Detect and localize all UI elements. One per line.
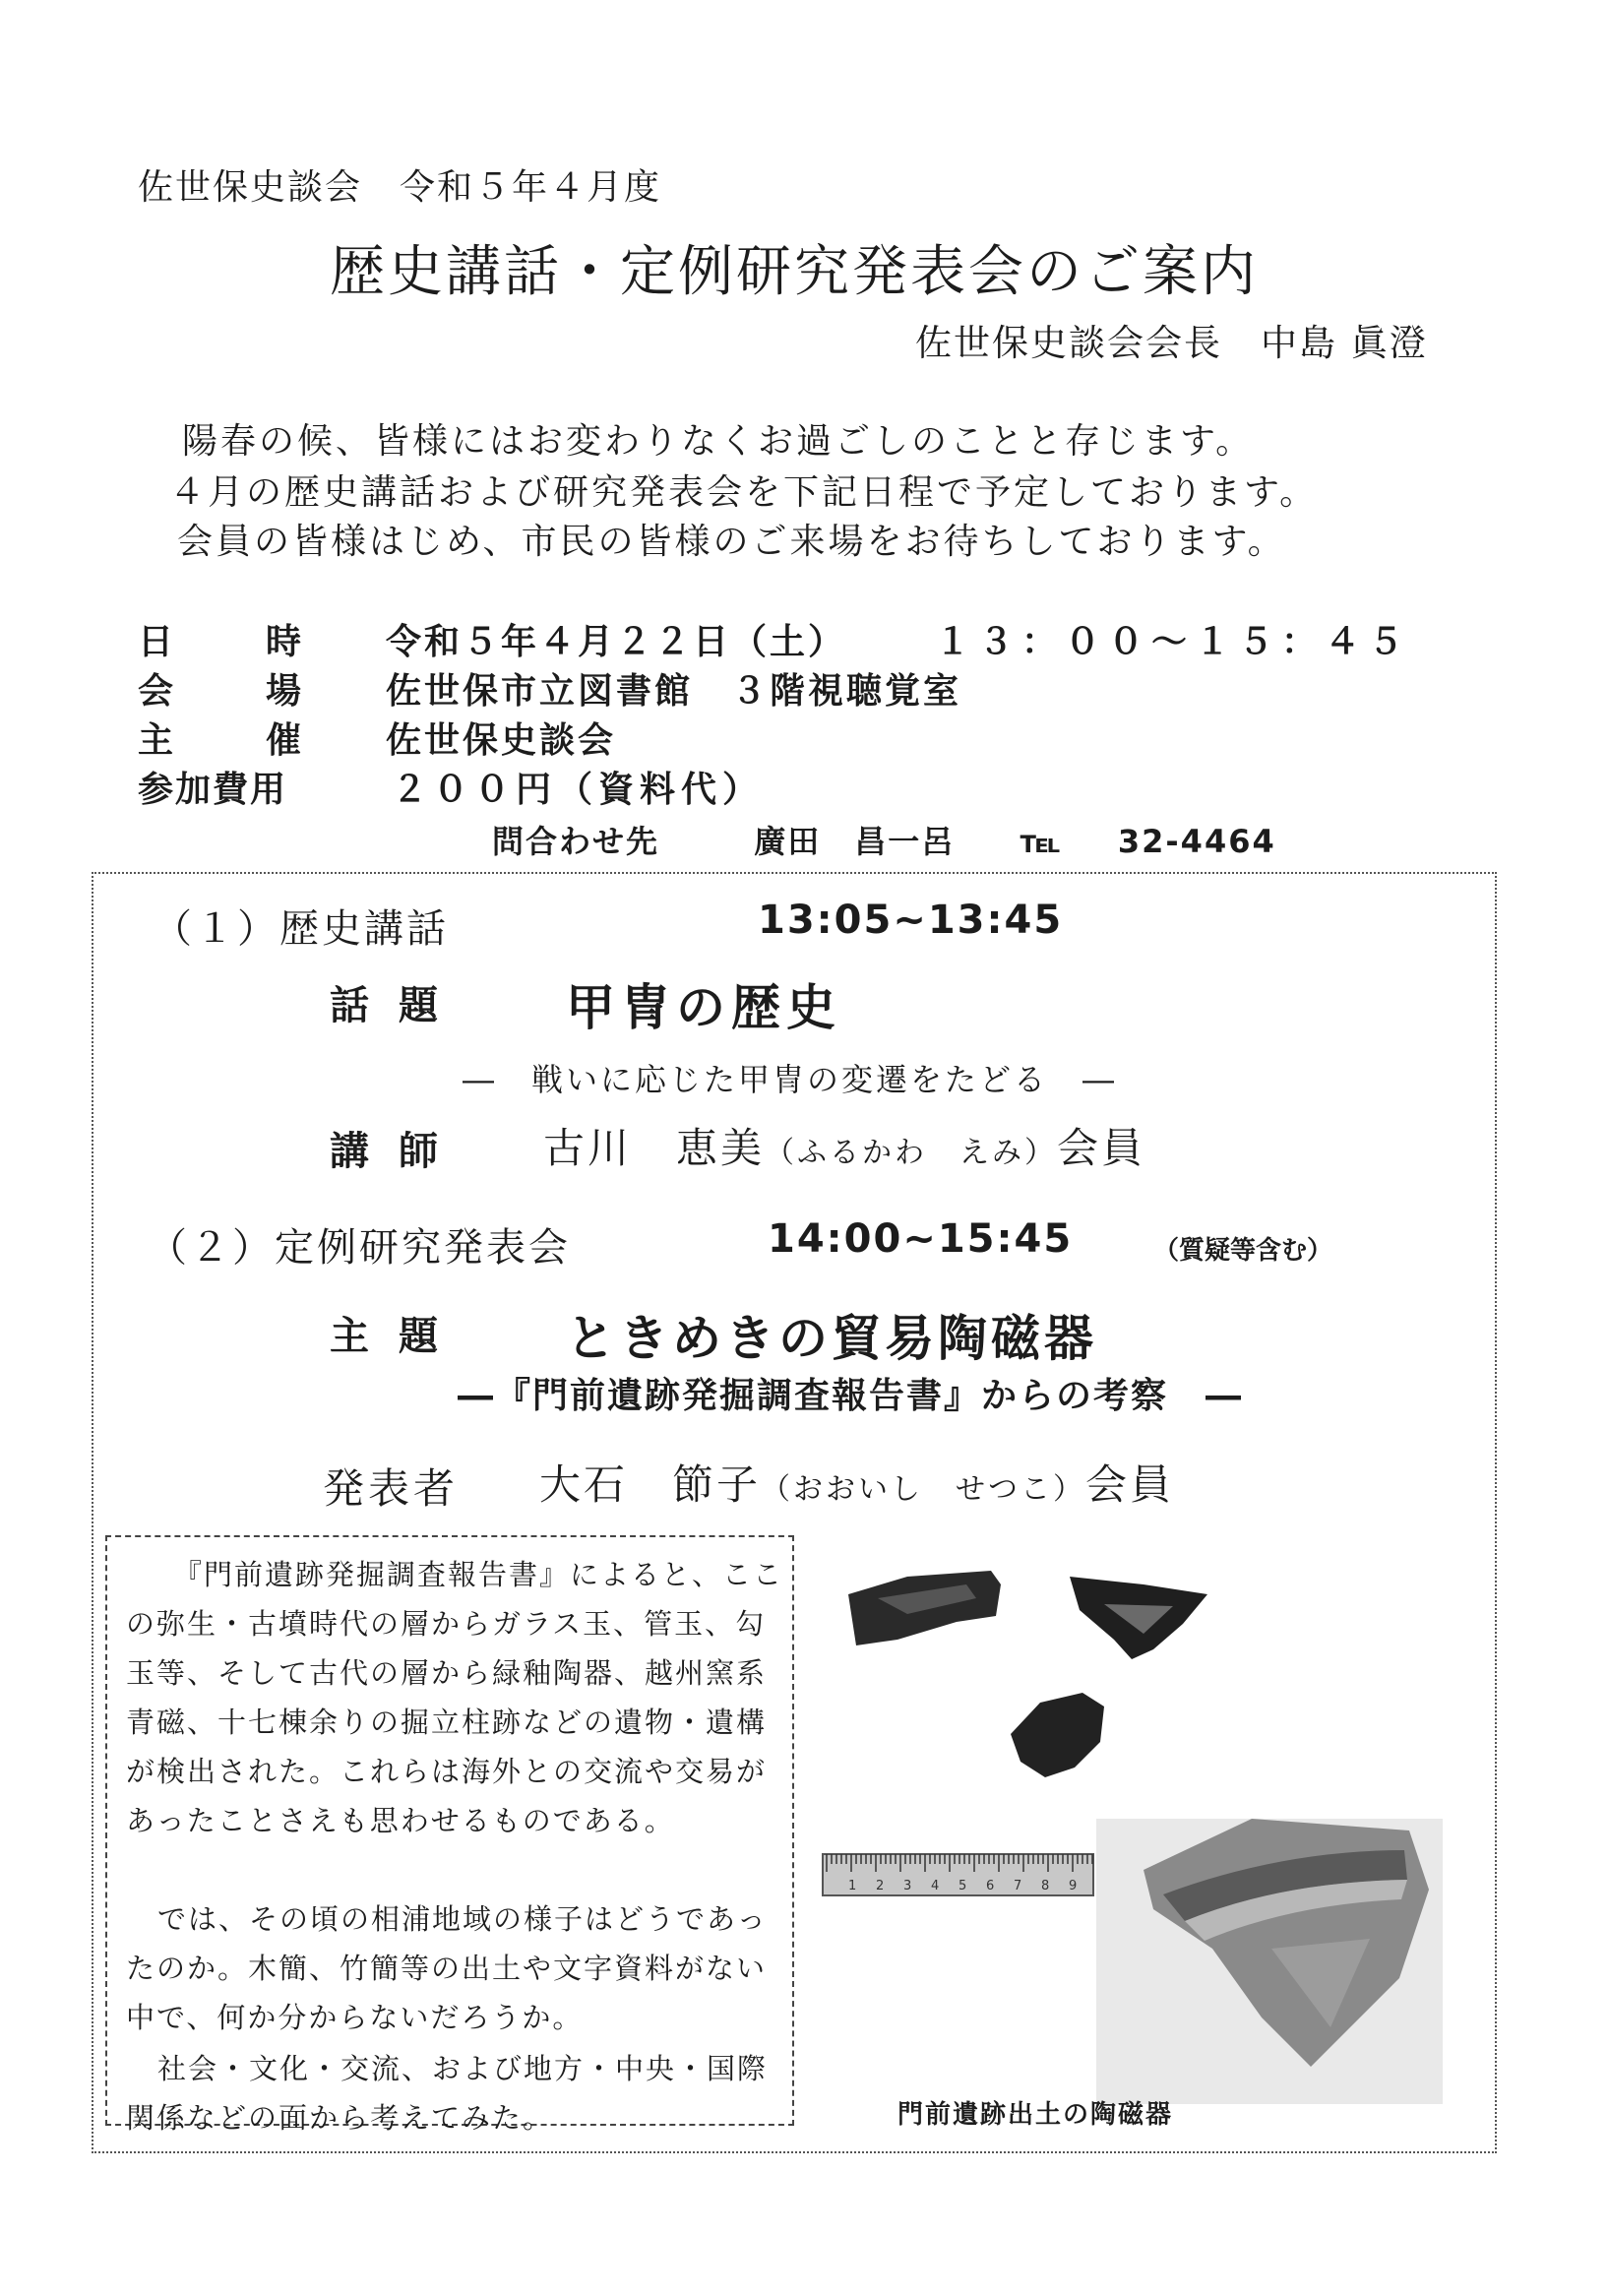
description-line: 『門前遺跡発掘調査報告書』によると、ここ	[173, 1558, 784, 1591]
presentation-subtitle: ―『門前遺跡発掘調査報告書』からの考察 ―	[458, 1376, 1244, 1416]
page-title: 歴史講話・定例研究発表会のご案内	[330, 240, 1259, 304]
description-line: 玉等、そして古代の層から緑釉陶器、越州窯系	[126, 1656, 768, 1690]
tel-icon: ℡	[1020, 823, 1063, 860]
ruler-digit: 1	[848, 1879, 857, 1893]
ruler-digit: 2	[876, 1879, 885, 1893]
lecturer	[543, 1116, 1145, 1175]
lecturer-name: 古川 恵美	[543, 1124, 766, 1172]
lecturer-label: 講師	[330, 1129, 467, 1174]
ruler-digit: 9	[1069, 1879, 1078, 1893]
ruler-digit: 8	[1041, 1879, 1050, 1893]
president-signature: 佐世保史談会会長 中島 眞澄	[915, 322, 1428, 364]
contact-line	[492, 817, 1276, 862]
ruler-digit: 4	[931, 1879, 940, 1893]
lecture-subtitle: ― 戦いに応じた甲冑の変遷をたどる ―	[463, 1061, 1118, 1098]
date-label	[138, 614, 303, 664]
greeting-line-3: 会員の皆様はじめ、市民の皆様のご来場をお待ちしております。	[177, 522, 1286, 562]
greeting-line-1: 陽春の候、皆様にはお変わりなくお過ごしのことと存じます。	[182, 421, 1255, 462]
host-label-char-2: 催	[265, 720, 303, 761]
description-line: 関係などの面から考えてみた。	[126, 2101, 554, 2135]
scale-ruler	[823, 1854, 1093, 1895]
presentation-heading: （２）定例研究発表会	[148, 1225, 571, 1271]
presentation-theme: ときめきの貿易陶磁器	[566, 1309, 1097, 1367]
fee-value: ２００円（資料代）	[392, 770, 765, 810]
presentation-note: （質疑等含む）	[1153, 1236, 1333, 1266]
lecturer-reading: （ふるかわ えみ）	[765, 1136, 1058, 1170]
ruler-digit: 6	[986, 1879, 995, 1893]
pottery-photo	[819, 1555, 1449, 2106]
contact-tel: 32-4464	[1117, 823, 1276, 860]
host-label	[138, 713, 303, 763]
lecture-topic-label: 話題	[330, 983, 467, 1028]
ruler-digit: 7	[1014, 1879, 1022, 1893]
presenter-suffix: 会員	[1085, 1460, 1175, 1509]
lecture-heading: （１）歴史講話	[153, 906, 449, 952]
ruler-digit: 3	[903, 1879, 912, 1893]
contact-label: 問合わせ先	[492, 823, 660, 860]
lecture-time: 13:05~13:45	[758, 898, 1064, 943]
org-line: 佐世保史談会 令和５年４月度	[138, 167, 662, 208]
presenter	[539, 1453, 1174, 1512]
venue-label-char-1: 会	[138, 671, 176, 712]
ruler-digit: 5	[959, 1879, 967, 1893]
photo-caption: 門前遺跡出土の陶磁器	[897, 2100, 1174, 2130]
greeting-line-2: ４月の歴史講話および研究発表会を下記日程で予定しております。	[169, 472, 1319, 513]
presenter-label: 発表者	[323, 1464, 460, 1513]
description-line: では、その頃の相浦地域の様子はどうであっ	[157, 1902, 768, 1936]
description-line: たのか。木簡、竹簡等の出土や文字資料がない	[126, 1952, 768, 1985]
venue-value: 佐世保市立図書館 ３階視聴覚室	[386, 671, 962, 712]
description-line: あったことさえも思わせるものである。	[126, 1804, 675, 1837]
presenter-reading: （おおいし せつこ）	[761, 1472, 1086, 1507]
description-line: 社会・文化・交流、および地方・中央・国際	[157, 2052, 769, 2085]
venue-label	[138, 663, 303, 714]
pottery-dish-fragment	[1096, 1819, 1443, 2104]
lecturer-suffix: 会員	[1057, 1124, 1146, 1172]
date-value: 令和５年４月２２日（土）	[386, 622, 847, 662]
presenter-name: 大石 節子	[539, 1460, 762, 1509]
description-line: が検出された。これらは海外との交流や交易が	[126, 1755, 768, 1788]
host-label-char-1: 主	[138, 720, 176, 761]
presentation-time: 14:00~15:45	[768, 1216, 1074, 1262]
description-line: 中で、何か分からないだろうか。	[126, 2001, 584, 2034]
fee-label: 参加費用	[138, 770, 288, 810]
venue-label-char-2: 場	[265, 671, 303, 712]
contact-name: 廣田 昌一呂	[754, 823, 956, 860]
lecture-topic: 甲冑の歴史	[566, 978, 841, 1036]
date-label-char-1: 日	[138, 622, 176, 662]
description-line: の弥生・古墳時代の層からガラス玉、管玉、勾	[126, 1607, 767, 1641]
description-line: 青磁、十七棟余りの掘立柱跡などの遺物・遺構	[126, 1706, 768, 1739]
presentation-theme-label: 主題	[330, 1314, 467, 1359]
host-value: 佐世保史談会	[386, 720, 617, 761]
time-value: １３：００～１５：４５	[935, 622, 1412, 662]
date-label-char-2: 時	[265, 622, 303, 662]
